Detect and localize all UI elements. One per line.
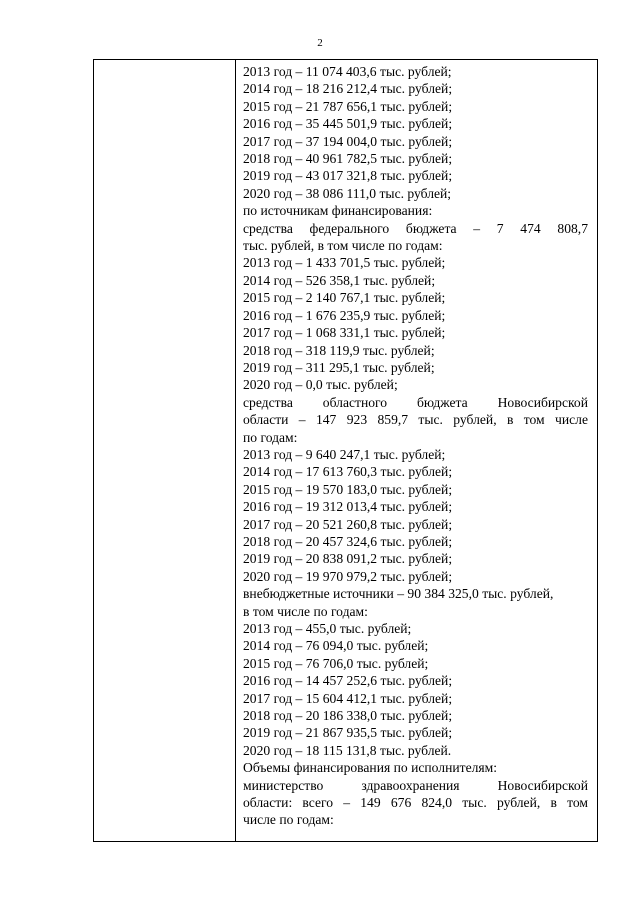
text-line: 2016 год – 1 676 235,9 тыс. рублей; [243, 307, 446, 323]
text-line: средства областного бюджета Новосибирской [243, 394, 588, 410]
text-line: области – 147 923 859,7 тыс. рублей, в том числе [243, 412, 588, 428]
financing-details-cell [243, 63, 588, 829]
text-line: 2017 год – 37 194 004,0 тыс. рублей; [243, 133, 453, 149]
text-line: 2019 год – 43 017 321,8 тыс. рублей; [243, 168, 453, 184]
text-line: 2014 год – 17 613 760,3 тыс. рублей; [243, 464, 453, 480]
text-line: по годам: [243, 429, 298, 445]
text-line: 2017 год – 20 521 260,8 тыс. рублей; [243, 516, 453, 532]
text-line: области: всего – 149 676 824,0 тыс. рублей, в том [243, 795, 588, 811]
text-line: 2020 год – 38 086 111,0 тыс. рублей; [243, 185, 452, 201]
text-line: 2013 год – 11 074 403,6 тыс. рублей; [243, 64, 452, 79]
text-line: 2018 год – 40 961 782,5 тыс. рублей; [243, 151, 453, 167]
text-line: 2016 год – 35 445 501,9 тыс. рублей; [243, 116, 453, 132]
text-line: 2015 год – 76 706,0 тыс. рублей; [243, 655, 429, 671]
text-line: 2020 год – 18 115 131,8 тыс. рублей. [243, 742, 452, 758]
text-line: Объемы финансирования по исполнителям: [243, 760, 498, 776]
page-number: 2 [317, 37, 323, 49]
text-line: числе по годам: [243, 812, 334, 828]
text-line: 2013 год – 1 433 701,5 тыс. рублей; [243, 255, 446, 271]
text-line: 2016 год – 19 312 013,4 тыс. рублей; [243, 499, 453, 515]
text-line: 2018 год – 318 119,9 тыс. рублей; [243, 342, 435, 358]
text-line: 2020 год – 0,0 тыс. рублей; [243, 377, 398, 393]
text-line: тыс. рублей, в том числе по годам: [243, 238, 443, 254]
text-line: 2014 год – 18 216 212,4 тыс. рублей; [243, 81, 453, 97]
text-line: 2020 год – 19 970 979,2 тыс. рублей; [243, 568, 453, 584]
text-line: 2019 год – 20 838 091,2 тыс. рублей; [243, 551, 453, 567]
financing-table [93, 59, 598, 842]
text-line: 2017 год – 1 068 331,1 тыс. рублей; [243, 325, 446, 341]
text-line: 2018 год – 20 186 338,0 тыс. рублей; [243, 708, 453, 724]
text-line: 2019 год – 21 867 935,5 тыс. рублей; [243, 725, 453, 741]
text-line: 2017 год – 15 604 412,1 тыс. рублей; [243, 690, 453, 706]
text-line: 2013 год – 455,0 тыс. рублей; [243, 621, 412, 636]
text-line: министерство здравоохранения Новосибирской [243, 777, 588, 793]
text-line: в том числе по годам: [243, 603, 368, 619]
text-line: 2018 год – 20 457 324,6 тыс. рублей; [243, 533, 453, 549]
text-line: 2013 год – 9 640 247,1 тыс. рублей; [243, 446, 446, 462]
text-line: 2016 год – 14 457 252,6 тыс. рублей; [243, 673, 453, 689]
text-line: 2015 год – 19 570 183,0 тыс. рублей; [243, 481, 453, 497]
text-line: 2015 год – 21 787 656,1 тыс. рублей; [243, 98, 453, 114]
text-line: по источникам финансирования: [243, 203, 433, 219]
text-line: 2014 год – 76 094,0 тыс. рублей; [243, 638, 429, 654]
text-line: 2019 год – 311 295,1 тыс. рублей; [243, 359, 435, 375]
text-line: 2015 год – 2 140 767,1 тыс. рублей; [243, 290, 446, 306]
text-line: 2014 год – 526 358,1 тыс. рублей; [243, 272, 436, 288]
text-line: внебюджетные источники – 90 384 325,0 тыс. рублей, [243, 586, 554, 602]
text-line: средства федерального бюджета – 7 474 808,7 [243, 220, 588, 236]
column-divider [235, 60, 236, 841]
